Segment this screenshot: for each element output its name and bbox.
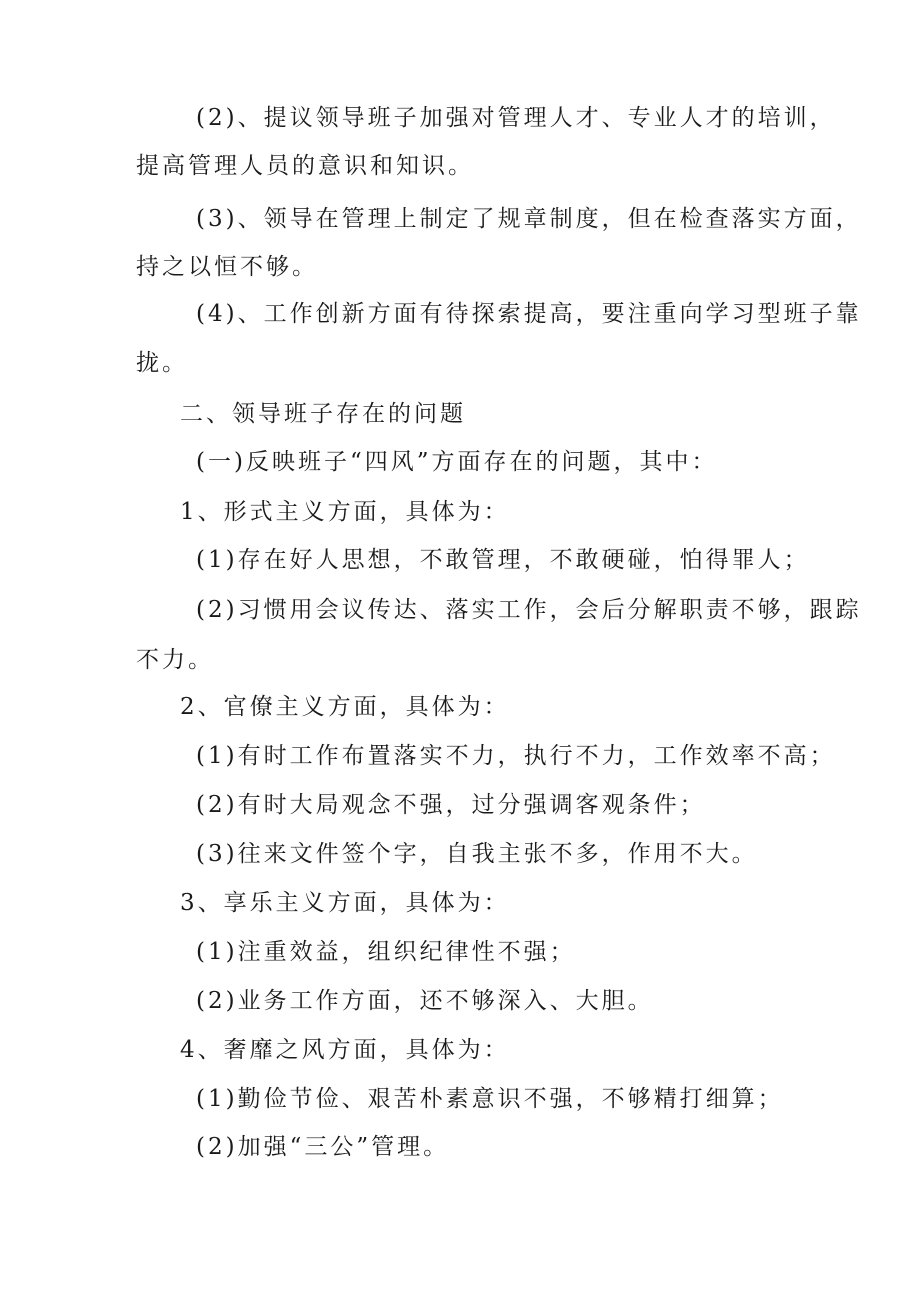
- paragraph-line: (4)、工作创新方面有待探索提高，要注重向学习型班子靠: [196, 301, 862, 327]
- list-item: (2)加强“三公”管理。: [196, 1134, 450, 1160]
- list-item: (2)习惯用会议传达、落实工作，会后分解职责不够，跟踪: [196, 597, 862, 623]
- paragraph-line: 持之以恒不够。: [136, 254, 318, 280]
- list-item: (2)业务工作方面，还不够深入、大胆。: [196, 988, 654, 1014]
- list-item: (1)存在好人思想，不敢管理，不敢硬碰，怕得罪人；: [196, 547, 810, 573]
- subsection-heading: (一)反映班子“四风”方面存在的问题，其中：: [196, 449, 718, 475]
- paragraph-line: (2)、提议领导班子加强对管理人才、专业人才的培训，: [196, 105, 836, 131]
- paragraph-line: 拢。: [136, 350, 188, 376]
- list-heading: 2、官僚主义方面，具体为：: [180, 694, 510, 720]
- list-item: (2)有时大局观念不强，过分强调客观条件；: [196, 792, 706, 818]
- list-item-continuation: 不力。: [136, 647, 214, 673]
- list-heading: 4、奢靡之风方面，具体为：: [180, 1037, 510, 1063]
- list-item: (1)注重效益，组织纪律性不强；: [196, 939, 576, 965]
- list-item: (1)有时工作布置落实不力，执行不力，工作效率不高；: [196, 743, 836, 769]
- paragraph-line: (3)、领导在管理上制定了规章制度，但在检查落实方面，: [196, 206, 862, 232]
- section-heading: 二、领导班子存在的问题: [180, 401, 466, 427]
- list-heading: 1、形式主义方面，具体为：: [180, 499, 510, 525]
- paragraph-line: 提高管理人员的意识和知识。: [136, 153, 474, 179]
- list-heading: 3、享乐主义方面，具体为：: [180, 890, 510, 916]
- list-item: (3)往来文件签个字，自我主张不多，作用不大。: [196, 841, 758, 867]
- list-item: (1)勤俭节俭、艰苦朴素意识不强，不够精打细算；: [196, 1086, 784, 1112]
